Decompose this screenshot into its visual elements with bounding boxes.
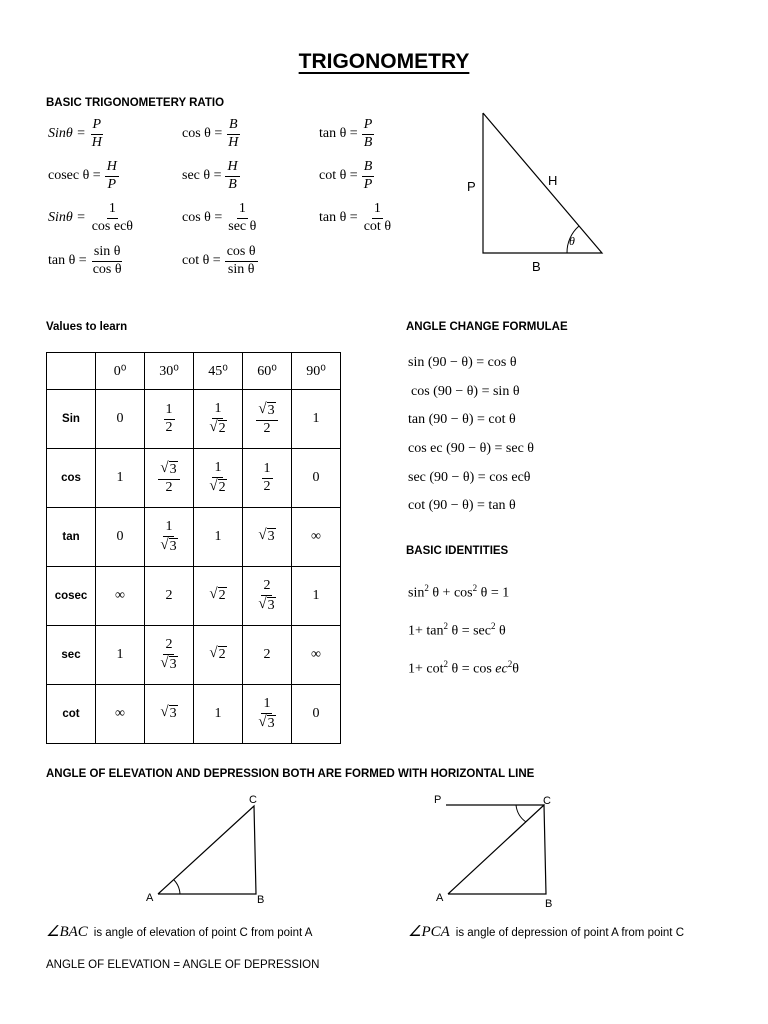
table-cell: √ 3 2 <box>243 390 292 449</box>
column-header: 60⁰ <box>243 353 292 390</box>
row-label: cos <box>47 449 96 508</box>
formula-tan-p-b: tan θ = $\frac{P}{B}$ <box>319 117 373 150</box>
vertex-a-label: A <box>436 892 444 904</box>
row-label: Sin <box>47 390 96 449</box>
elevation-triangle-figure <box>140 790 280 910</box>
table-cell: 0 <box>292 449 341 508</box>
table-row <box>47 508 341 567</box>
formula-sin-p-h: Sinθ = $\frac{P}{H}$ <box>48 117 102 150</box>
table-cell: ∞ <box>292 626 341 685</box>
table-cell: 1 √ 3 <box>243 685 292 744</box>
table-cell: $\frac{1}{2}$ <box>145 390 194 449</box>
side-h-label: H <box>548 173 558 188</box>
identity-formula: $1+ \tan^2 \theta = \sec^2 \theta$ <box>408 621 506 639</box>
table-cell: 0 <box>292 685 341 744</box>
values-heading: Values to learn <box>46 321 128 333</box>
table-cell: √ 3 <box>145 685 194 744</box>
column-header: 30⁰ <box>145 353 194 390</box>
formula-tan-sin-cos: tan θ = $\frac{\text{sin θ}}{\text{cos θ}}$ <box>48 244 122 277</box>
table-cell: 1 <box>292 567 341 626</box>
table-cell: 1 <box>194 508 243 567</box>
theta-label: θ <box>569 234 575 248</box>
column-header: 45⁰ <box>194 353 243 390</box>
angle-change-formula: tan (90 − θ) = cot θ <box>408 412 516 427</box>
elevation-heading: ANGLE OF ELEVATION AND DEPRESSION BOTH ARE FORMED WITH HORIZONTAL LINE <box>46 768 535 780</box>
formula-cos-1-sec: cos θ = $\frac{1}{\text{sec θ}}$ <box>182 201 257 234</box>
vertex-p-label: P <box>434 794 442 806</box>
formula-sec-h-b: sec θ = $\frac{H}{B}$ <box>182 159 238 192</box>
formula-cot-b-p: cot θ = $\frac{B}{P}$ <box>319 159 373 192</box>
angle-change-formula: sec (90 − θ) = cos ecθ <box>408 470 531 485</box>
elevation-footer: ANGLE OF ELEVATION = ANGLE OF DEPRESSION <box>46 959 320 971</box>
table-row <box>47 567 341 626</box>
identity-formula: $\sin^2 \theta + \cos^2 \theta = 1$ <box>408 583 510 601</box>
table-row <box>47 685 341 744</box>
table-row <box>47 626 341 685</box>
vertex-b-label: B <box>545 898 553 910</box>
table-cell: 0 <box>96 390 145 449</box>
table-corner-cell <box>47 353 96 390</box>
column-header: 0⁰ <box>96 353 145 390</box>
formula-cosec-h-p: cosec θ = $\frac{H}{P}$ <box>48 159 117 192</box>
row-label: cot <box>47 685 96 744</box>
table-cell: √ 2 <box>194 567 243 626</box>
table-cell: √ 3 2 <box>145 449 194 508</box>
table-row <box>47 390 341 449</box>
trig-values-table <box>46 352 341 744</box>
basic-ratio-heading: BASIC TRIGONOMETERY RATIO <box>46 97 225 109</box>
side-b-label: B <box>532 259 541 274</box>
column-header: 90⁰ <box>292 353 341 390</box>
table-cell: 1 √ 2 <box>194 449 243 508</box>
table-cell: √ 3 <box>243 508 292 567</box>
page-title: TRIGONOMETRY <box>298 50 470 73</box>
table-header-row <box>47 353 341 390</box>
elevation-caption: ∠BAC is angle of elevation of point C from point A <box>46 924 313 940</box>
table-cell: 2 <box>243 626 292 685</box>
side-p-label: P <box>467 179 476 194</box>
vertex-b-label: B <box>257 894 265 906</box>
table-cell: ∞ <box>292 508 341 567</box>
angle-change-formula: cot (90 − θ) = tan θ <box>408 498 516 513</box>
angle-change-formula: sin (90 − θ) = cos θ <box>408 355 517 370</box>
basic-identities-heading: BASIC IDENTITIES <box>406 545 509 557</box>
table-row <box>47 449 341 508</box>
table-cell: ∞ <box>96 567 145 626</box>
table-cell: ∞ <box>96 685 145 744</box>
table-cell: 1 <box>194 685 243 744</box>
table-cell: 0 <box>96 508 145 567</box>
vertex-c-label: C <box>249 794 257 806</box>
vertex-c-label: C <box>543 795 551 807</box>
formula-cot-cos-sin: cot θ = $\frac{\text{cos θ}}{\text{sin θ}}$ <box>182 244 256 277</box>
table-cell: 2 √ 3 <box>243 567 292 626</box>
formula-tan-1-cot: tan θ = $\frac{1}{\text{cot θ}}$ <box>319 201 392 234</box>
angle-change-heading: ANGLE CHANGE FORMULAE <box>406 321 568 333</box>
table-cell: 1 <box>96 626 145 685</box>
table-cell: 1 √ 3 <box>145 508 194 567</box>
table-cell: 2 √ 3 <box>145 626 194 685</box>
table-cell: √ 2 <box>194 626 243 685</box>
identity-formula: $1+ \cot^2 \theta = \cos ec^2\theta$ <box>408 659 519 677</box>
row-label: sec <box>47 626 96 685</box>
angle-change-formula: cos (90 − θ) = sin θ <box>411 384 520 399</box>
angle-change-formula: cos ec (90 − θ) = sec θ <box>408 441 534 456</box>
table-cell: 1 <box>96 449 145 508</box>
right-triangle-figure <box>455 105 625 280</box>
formula-cos-b-h: cos θ = $\frac{B}{H}$ <box>182 117 239 150</box>
row-label: cosec <box>47 567 96 626</box>
depression-caption: ∠PCA is angle of depression of point A from point C <box>408 924 685 940</box>
table-cell: $\frac{1}{2}$ <box>243 449 292 508</box>
depression-triangle-figure <box>430 790 570 910</box>
row-label: tan <box>47 508 96 567</box>
table-cell: 2 <box>145 567 194 626</box>
formula-sin-1-cosec: Sinθ = $\frac{1}{\text{cos ecθ}}$ <box>48 201 134 234</box>
vertex-a-label: A <box>146 892 154 904</box>
table-cell: 1 √ 2 <box>194 390 243 449</box>
table-cell: 1 <box>292 390 341 449</box>
